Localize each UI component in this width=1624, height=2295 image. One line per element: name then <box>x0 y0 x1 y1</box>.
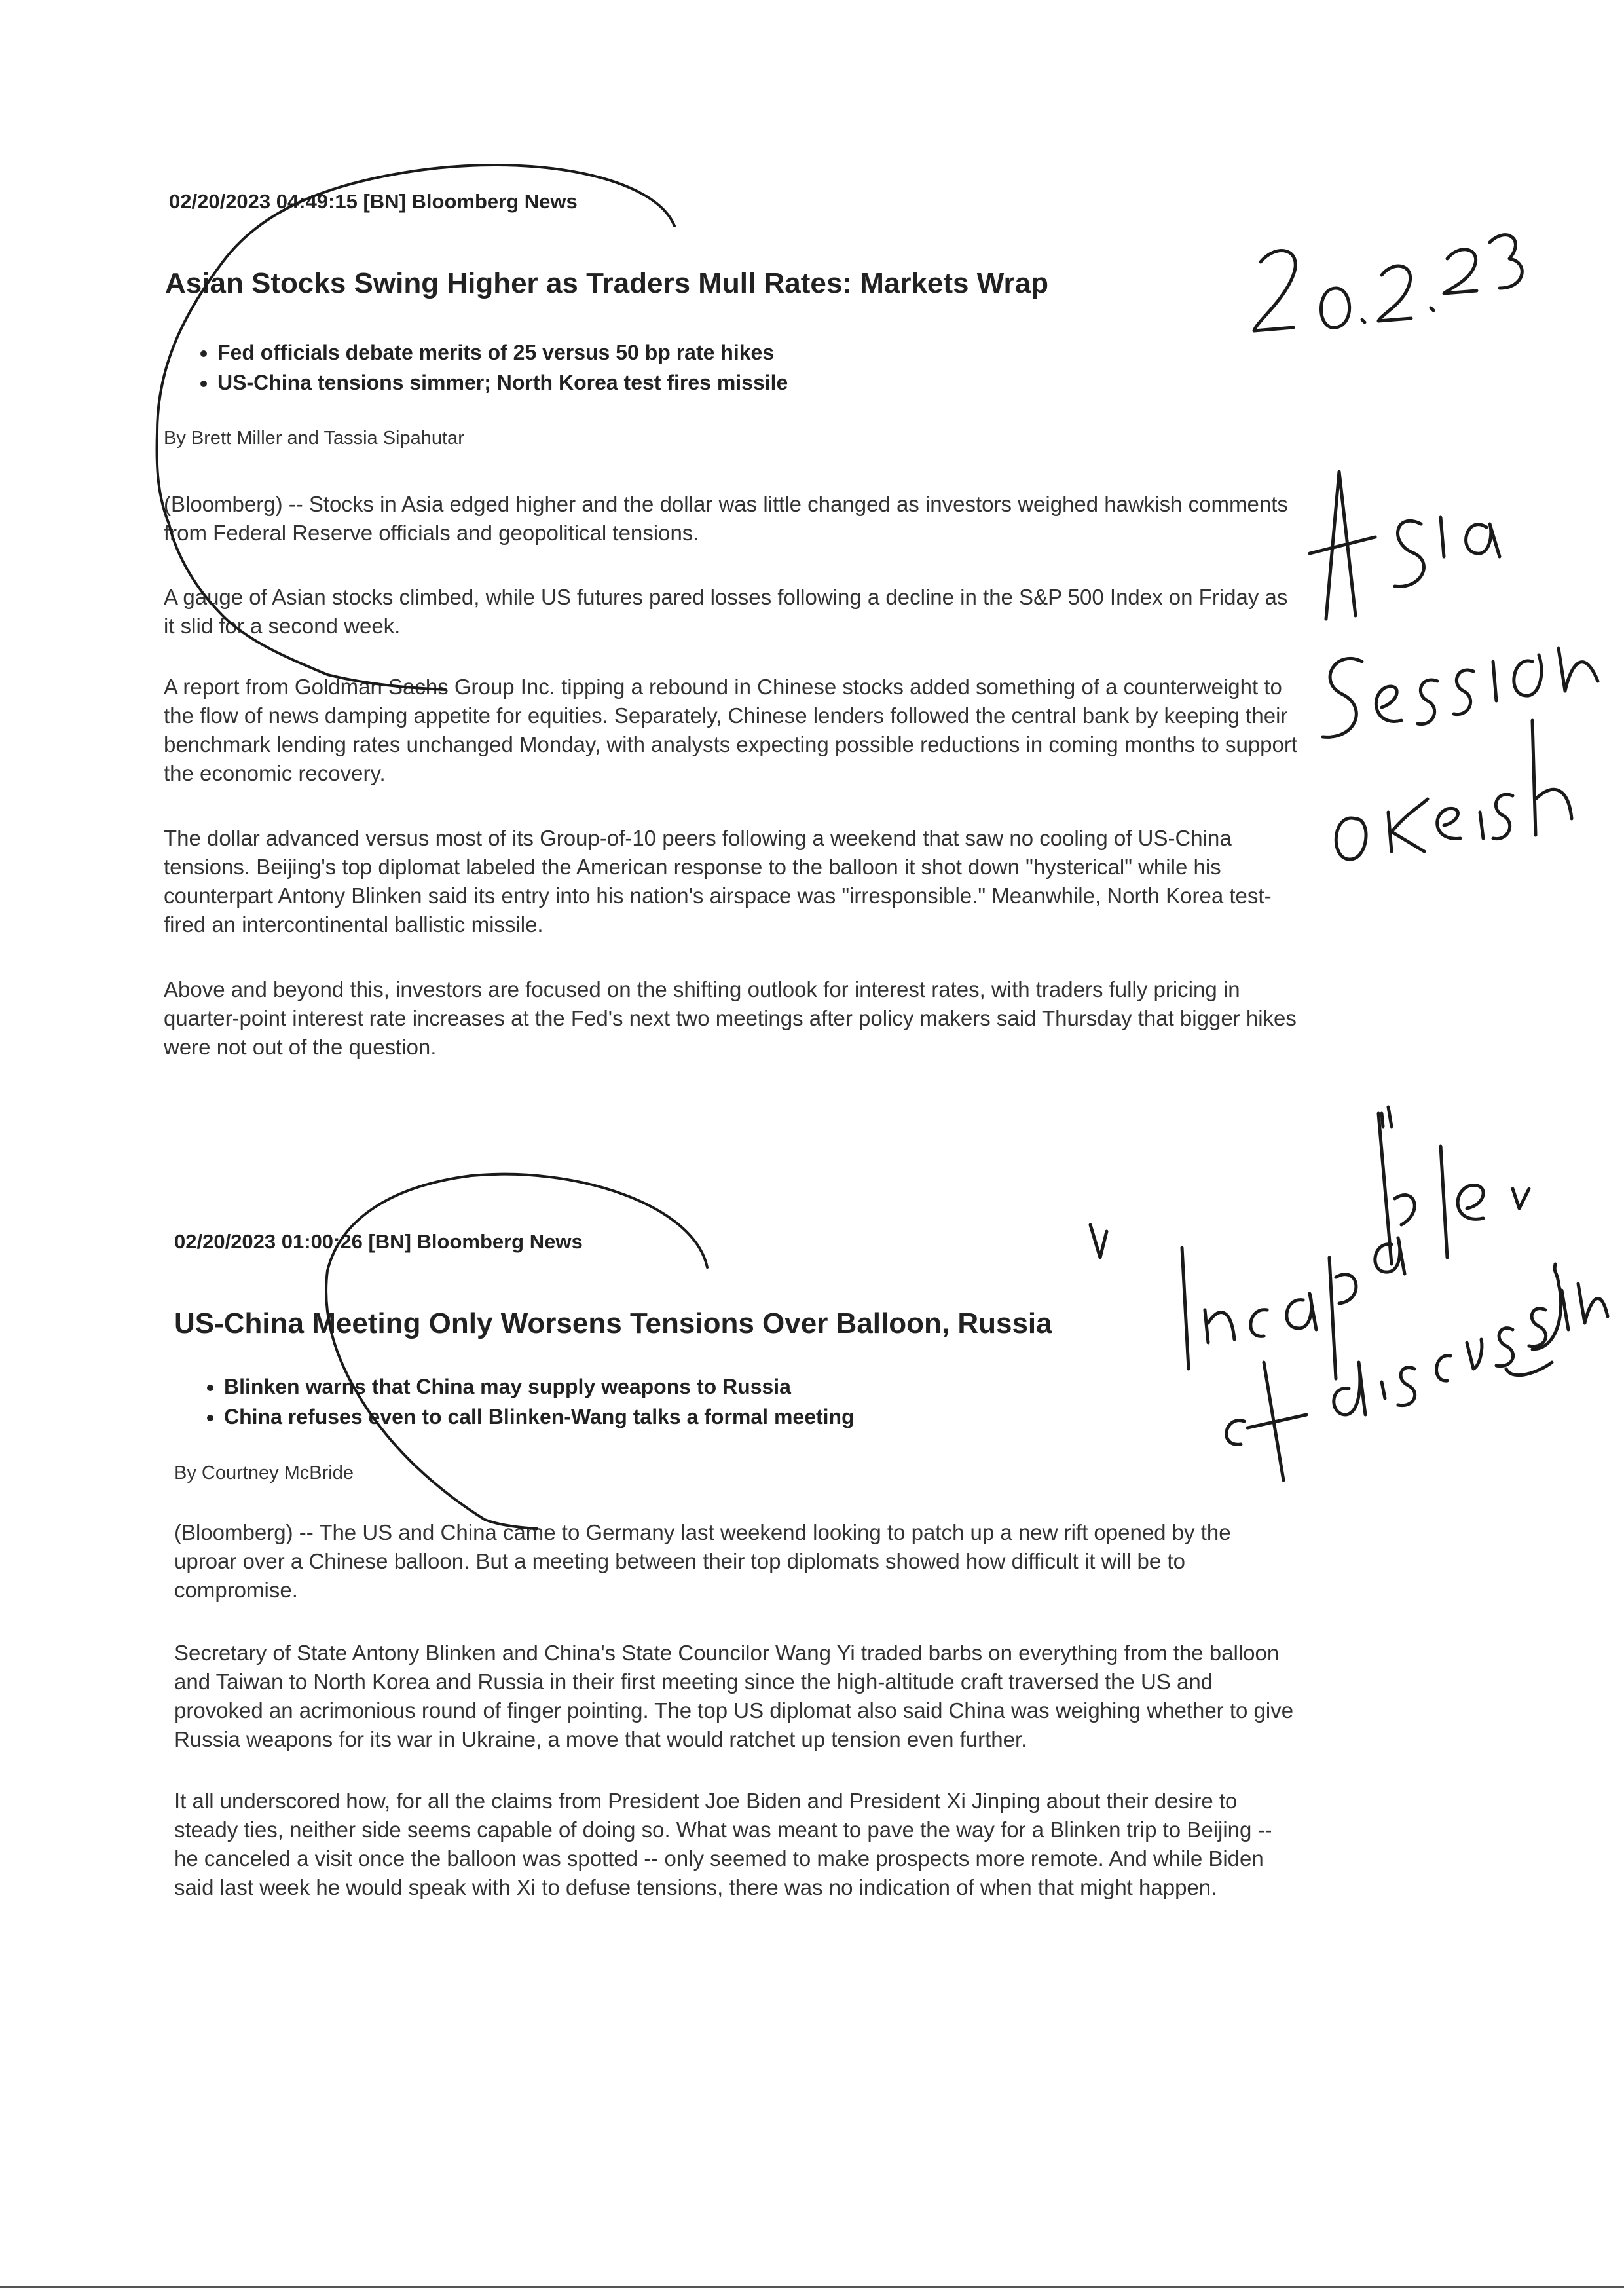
article-1-meta: 02/20/2023 04:49:15 [BN] Bloomberg News <box>169 190 578 213</box>
article-1-paragraph: Above and beyond this, investors are focused on the shifting outlook for interest rates, with traders fully pricing in quarter-point interest rate increases at the Fed's next two meetings after policy makers said Thursday that bigger hikes were not out of the question. <box>164 977 1297 1059</box>
article-2-meta: 02/20/2023 01:00:26 [BN] Bloomberg News <box>174 1230 583 1253</box>
article-1-byline: By Brett Miller and Tassia Sipahutar <box>164 428 464 449</box>
article-2-bullet: • China refuses even to call Blinken-Wang talks a formal meeting <box>224 1402 855 1432</box>
pen-swoop-2 <box>326 1174 707 1529</box>
handwritten-note-incapable <box>1090 1107 1608 1480</box>
article-2-paragraph: It all underscored how, for all the claims from President Joe Biden and President Xi Jinping about their desire to steady ties, neither side seems capable of doing so. What was meant to pave the way for a Blinken trip to Beijing -- he canceled a visit once the balloon was spotted -- only seemed to make prospects more remote. And while Biden said last week he would speak with Xi to defuse tensions, there was no indication of when that might happen. <box>174 1789 1272 1899</box>
article-1-headline: Asian Stocks Swing Higher as Traders Mull Rates: Markets Wrap <box>165 267 1048 299</box>
article-1-bullet: • US-China tensions simmer; North Korea test fires missile <box>217 367 788 398</box>
article-1-paragraph: A report from Goldman Sachs Group Inc. tipping a rebound in Chinese stocks added something of a counterweight to the flow of news damping appetite for equities. Separately, Chinese lenders followed the central bank by keeping their benchmark lending rates unchanged Monday, with analysts expecting possible reductions in coming months to support the economic recovery. <box>164 675 1298 785</box>
article-1-paragraph: (Bloomberg) -- Stocks in Asia edged higher and the dollar was little changed as investors weighed hawkish comments from Federal Reserve officials and geopolitical tensions. <box>164 492 1288 545</box>
article-1-bullets <box>185 337 788 398</box>
article-2-headline: US-China Meeting Only Worsens Tensions Over Balloon, Russia <box>174 1307 1052 1339</box>
page-bottom-rule <box>0 2286 1624 2288</box>
article-1-paragraph: A gauge of Asian stocks climbed, while US futures pared losses following a decline in the S&P 500 Index on Friday as it slid for a second week. <box>164 585 1288 638</box>
handwritten-note-asia-session <box>1310 472 1598 859</box>
article-2-paragraph: Secretary of State Antony Blinken and China's State Councilor Wang Yi traded barbs on everything from the balloon and Taiwan to North Korea and Russia in their first meeting since the high-altitude craft traversed the US and provoked an acrimonious round of finger pointing. The top US diplomat also said China was weighing whether to give Russia weapons for its war in Ukraine, a move that would ratchet up tension even further. <box>174 1641 1294 1751</box>
article-1-paragraph: The dollar advanced versus most of its Group-of-10 peers following a weekend that saw no cooling of US-China tensions. Beijing's top diplomat labeled the American response to the balloon it shot down "hysterical" while his counterpart Antony Blinken said its entry into his nation's airspace was "irresponsible." Meanwhile, North Korea test-fired an intercontinental ballistic missile. <box>164 826 1272 937</box>
article-2-bullet: • Blinken warns that China may supply weapons to Russia <box>224 1371 855 1402</box>
article-2-byline: By Courtney McBride <box>174 1463 354 1483</box>
article-1-bullet: • Fed officials debate merits of 25 versus 50 bp rate hikes <box>217 337 788 367</box>
article-2-paragraph: (Bloomberg) -- The US and China came to Germany last weekend looking to patch up a new rift opened by the uproar over a Chinese balloon. But a meeting between their top diplomats showed how difficult it will be to compromise. <box>174 1520 1231 1602</box>
handwritten-date <box>1254 235 1522 331</box>
article-2-bullets <box>191 1371 855 1432</box>
